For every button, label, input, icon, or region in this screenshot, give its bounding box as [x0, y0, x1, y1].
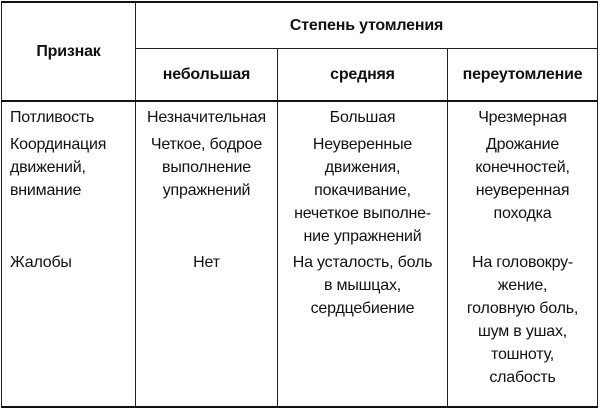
- feature-cell: [2, 101, 136, 132]
- cell-line: На головокру-: [472, 254, 574, 271]
- cell-line: походка: [493, 205, 552, 222]
- overfatigue-cell: [448, 132, 598, 251]
- cell-line: выполнение: [162, 159, 251, 176]
- cell-line: неуверенная: [475, 182, 570, 199]
- cell-line: ние упражнений: [303, 228, 422, 245]
- feature-cell: [2, 251, 136, 407]
- degree-header: Степень утомления: [136, 2, 598, 48]
- small-degree-cell: [136, 132, 278, 251]
- table-row: [2, 251, 598, 407]
- cell-line: покачивание,: [314, 182, 411, 199]
- cell-line: Нет: [193, 254, 220, 271]
- small-degree-cell: [136, 101, 278, 132]
- cell-line: сердцебиение: [310, 300, 415, 317]
- cell-line: Координация: [10, 136, 107, 153]
- medium-degree-cell: [278, 101, 448, 132]
- cell-line: Чрезмерная: [478, 109, 567, 126]
- feature-cell: [2, 132, 136, 251]
- cell-line: жение,: [497, 277, 548, 294]
- cell-line: шум в ушах,: [478, 323, 568, 340]
- table-row: [2, 132, 598, 251]
- cell-line: На усталость, боль: [292, 254, 433, 271]
- small-degree-cell: [136, 251, 278, 407]
- cell-line: Неуверенные: [312, 136, 413, 153]
- cell-line: упражнений: [162, 182, 251, 199]
- table-row: [2, 101, 598, 132]
- cell-line: Дрожание: [485, 136, 560, 153]
- cell-line: в мышцах,: [324, 277, 401, 294]
- cell-line: Четкое, бодрое: [150, 136, 263, 153]
- degree-column-overfatigue: переутомление: [448, 48, 598, 101]
- cell-line: конечностей,: [475, 159, 570, 176]
- medium-degree-cell: [278, 132, 448, 251]
- cell-line: слабость: [489, 369, 556, 386]
- cell-line: Незначительная: [147, 109, 266, 126]
- feature-header: Признак: [2, 2, 136, 101]
- cell-line: движения,: [324, 159, 401, 176]
- overfatigue-cell: [448, 251, 598, 407]
- cell-line: головную боль,: [466, 300, 579, 317]
- medium-degree-cell: [278, 251, 448, 407]
- degree-column-medium: средняя: [278, 48, 448, 101]
- table-header-row: [2, 2, 598, 48]
- cell-line: внимание: [10, 182, 82, 199]
- degree-column-small: небольшая: [136, 48, 278, 101]
- cell-line: тошноту,: [491, 346, 555, 363]
- cell-line: Жалобы: [10, 254, 72, 271]
- cell-line: Большая: [329, 109, 396, 126]
- overfatigue-cell: [448, 101, 598, 132]
- cell-line: нечеткое выполне-: [294, 205, 431, 222]
- cell-line: Потливость: [10, 109, 95, 126]
- fatigue-degree-table: [1, 1, 598, 408]
- cell-line: движений,: [10, 159, 86, 176]
